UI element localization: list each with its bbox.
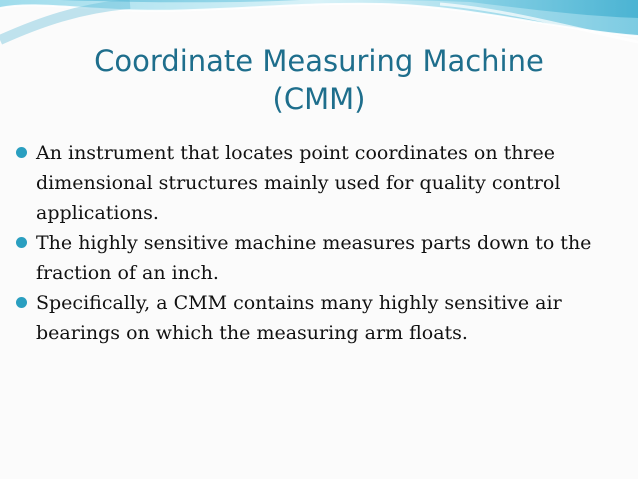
bullet-text: An instrument that locates point coordinates on three dimensional structures mainly used for quality control applications. <box>36 142 561 224</box>
bullet-item <box>14 138 630 228</box>
bullet-item <box>14 228 630 288</box>
bullet-text: Specifically, a CMM contains many highly sensitive air bearings on which the measuring arm floats. <box>36 292 562 344</box>
bullet-icon <box>16 147 27 158</box>
bullet-list <box>14 138 630 348</box>
bullet-text: The highly sensitive machine measures parts down to the fraction of an inch. <box>36 232 592 284</box>
bullet-icon <box>16 237 27 248</box>
slide-title-line-1: Coordinate Measuring Machine <box>94 44 544 78</box>
bullet-icon <box>16 297 27 308</box>
bullet-item <box>14 288 630 348</box>
slide-title <box>0 42 638 118</box>
slide-title-line-2: (CMM) <box>272 82 366 116</box>
